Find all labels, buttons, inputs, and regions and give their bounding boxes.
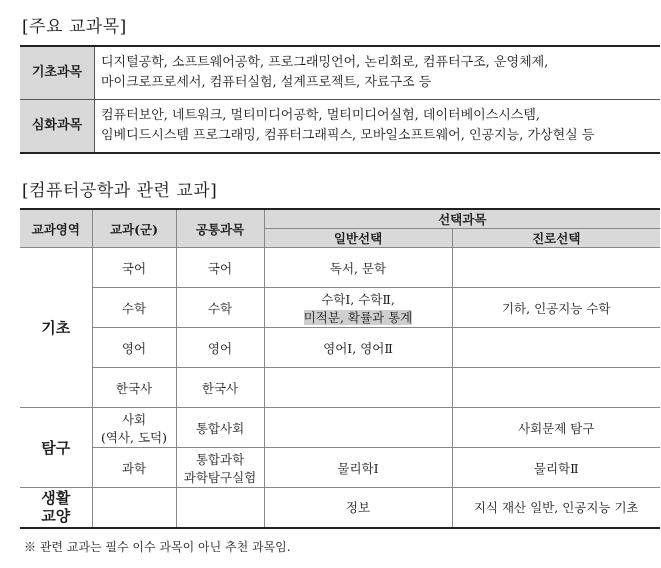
cell-career <box>452 248 660 288</box>
course-line: 임베디드시스템 프로그래밍, 컴퓨터그래픽스, 모바일소프트웨어, 인공지능, 가상현실 등 <box>101 128 595 143</box>
cell-career: 기하, 인공지능 수학 <box>452 288 660 328</box>
subject-line: 사회 <box>121 411 147 427</box>
footnote: ※ 관련 교과는 필수 이수 과목이 아닌 추천 과목임. <box>24 540 291 554</box>
general-line: 수학Ⅰ, 수학Ⅱ, <box>321 291 395 307</box>
cell-general: 영어Ⅰ, 영어Ⅱ <box>264 328 452 368</box>
table-row <box>20 448 660 488</box>
cell-career <box>452 368 660 408</box>
cell-common: 한국사 <box>176 368 264 408</box>
cell-common: 수학 <box>176 288 264 328</box>
common-line: 과학탐구실험 <box>183 469 257 485</box>
course-line: 마이크로프로세서, 컴퓨터실험, 설계프로젝트, 자료구조 등 <box>101 75 432 90</box>
cell-common: 국어 <box>176 248 264 288</box>
table-row <box>20 488 660 528</box>
cell-career <box>452 328 660 368</box>
row-label-basic: 기초과목 <box>20 46 95 100</box>
course-line: 컴퓨터보안, 네트워크, 멀티미디어공학, 멀티미디어실험, 데이터베이스시스템, <box>101 108 541 123</box>
cell-subject: 과학 <box>92 448 176 488</box>
table-row <box>20 248 660 288</box>
cell-general <box>264 288 452 328</box>
table-row <box>20 408 660 448</box>
table-row <box>20 328 660 368</box>
cell-general: 정보 <box>264 488 452 528</box>
cell-common <box>176 448 264 488</box>
table-row <box>20 46 660 100</box>
section-heading-main-courses: [주요 교과목] <box>22 17 127 37</box>
area-basic: 기초 <box>20 248 92 408</box>
cell-common <box>176 488 264 528</box>
cell-subject <box>92 408 176 448</box>
cell-subject: 국어 <box>92 248 176 288</box>
header-elective: 선택과목 <box>264 209 660 229</box>
cell-common: 통합사회 <box>176 408 264 448</box>
header-row <box>20 209 660 229</box>
table-row <box>20 100 660 154</box>
section-heading-related-subjects: [컴퓨터공학과 관련 교과] <box>22 181 218 201</box>
header-common: 공통과목 <box>176 209 264 248</box>
header-subject: 교과(군) <box>92 209 176 248</box>
header-career: 진로선택 <box>452 229 660 248</box>
area-inquiry: 탐구 <box>20 408 92 488</box>
cell-career: 물리학Ⅱ <box>452 448 660 488</box>
header-general: 일반선택 <box>264 229 452 248</box>
cell-subject: 영어 <box>92 328 176 368</box>
main-courses-table <box>20 45 660 154</box>
related-subjects-table <box>20 208 660 529</box>
cell-career: 사회문제 탐구 <box>452 408 660 448</box>
advanced-courses-cell <box>95 100 661 154</box>
cell-general: 물리학Ⅰ <box>264 448 452 488</box>
cell-general: 독서, 문학 <box>264 248 452 288</box>
header-area: 교과영역 <box>20 209 92 248</box>
table-row <box>20 368 660 408</box>
cell-career: 지식 재산 일반, 인공지능 기초 <box>452 488 660 528</box>
subject-line: (역사, 도덕) <box>100 429 167 445</box>
row-label-advanced: 심화과목 <box>20 100 95 154</box>
common-line: 통합과학 <box>195 451 245 467</box>
cell-general <box>264 368 452 408</box>
cell-subject: 한국사 <box>92 368 176 408</box>
cell-subject <box>92 488 176 528</box>
basic-courses-cell <box>95 46 661 100</box>
table-row <box>20 288 660 328</box>
general-line <box>265 308 452 326</box>
area-life-liberal-arts: 생활 교양 <box>20 488 92 528</box>
cell-subject: 수학 <box>92 288 176 328</box>
highlighted-subjects: 미적분, 확률과 통계 <box>303 309 413 325</box>
cell-common: 영어 <box>176 328 264 368</box>
course-line: 디지털공학, 소프트웨어공학, 프로그래밍언어, 논리회로, 컴퓨터구조, 운영체제, <box>101 55 549 70</box>
cell-general <box>264 408 452 448</box>
